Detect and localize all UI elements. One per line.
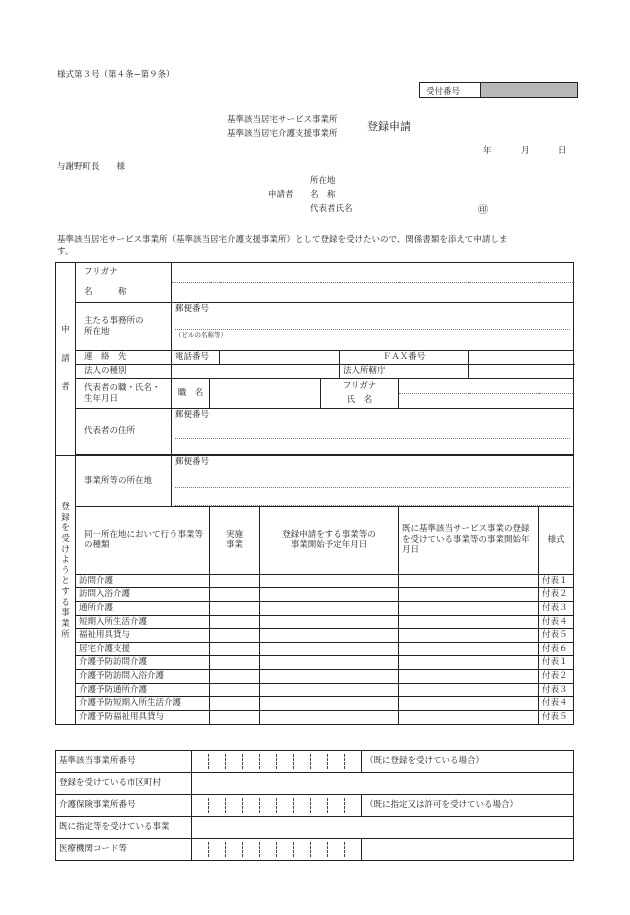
existing-date-cell[interactable]: [399, 656, 539, 670]
implemented-cell[interactable]: [210, 656, 260, 670]
col-start-date: [260, 506, 399, 574]
digit-boxes: [192, 798, 361, 813]
designated-field[interactable]: [192, 817, 574, 839]
furigana-label: フリガナ: [84, 267, 118, 278]
existing-date-cell[interactable]: [399, 697, 539, 711]
start-date-cell[interactable]: [260, 710, 399, 724]
corp-authority-label: 法人所轄庁: [340, 365, 469, 379]
side-char: る: [61, 597, 70, 608]
registered-muni-field[interactable]: [192, 773, 574, 795]
side-char: 受: [61, 533, 70, 544]
side-char: け: [61, 544, 70, 555]
receipt-label-box: [419, 82, 481, 98]
existing-date-cell[interactable]: [399, 574, 539, 588]
std-number-label: 基準該当事業所番号: [56, 751, 192, 773]
start-date-cell[interactable]: [260, 629, 399, 643]
label-line: 事業: [225, 540, 243, 551]
post-label: 職 名: [172, 379, 210, 409]
applicant-name-label: 名 称: [310, 190, 336, 200]
fax-label: ＦＡＸ番号: [340, 351, 469, 365]
postal-code-label: 郵便番号: [175, 457, 210, 467]
corp-type-field[interactable]: [172, 365, 340, 379]
form-ref: 付表４: [539, 697, 574, 711]
office-address-field[interactable]: [172, 303, 574, 351]
address-line: [175, 318, 570, 330]
side-char: 者: [61, 382, 70, 393]
building-name-label: （ビルの名称等）: [175, 330, 227, 339]
implemented-cell[interactable]: [210, 697, 260, 711]
service-name: 居宅介護支援: [76, 642, 210, 656]
col-existing-start: 既に基準該当サービス事業の登録を受けている事業等の事業開始年月日: [399, 506, 539, 574]
designated-label: 既に指定等を受けている事業: [56, 817, 192, 839]
col-service-type: 同一所在地において行う事業等の種類: [76, 506, 210, 574]
rep-furigana-field[interactable]: [399, 379, 574, 394]
tel-field[interactable]: [220, 351, 340, 365]
col-form: 様式: [539, 506, 574, 574]
implemented-cell[interactable]: [210, 629, 260, 643]
existing-date-cell[interactable]: [399, 710, 539, 724]
facility-location-field[interactable]: [172, 456, 574, 507]
facility-section-label: [56, 456, 76, 725]
insurance-number-note: （既に指定又は許可を受けている場合）: [362, 795, 574, 817]
side-char: 事: [61, 608, 70, 619]
label-line: 所在地: [84, 326, 110, 337]
implemented-cell[interactable]: [210, 710, 260, 724]
label-line: 実施: [225, 529, 243, 540]
start-date-cell[interactable]: [260, 574, 399, 588]
side-char: を: [61, 523, 70, 534]
applicant-furigana-field[interactable]: [172, 263, 574, 283]
furigana2-label: フリガナ: [321, 379, 399, 394]
corp-type-label: 法人の種別: [76, 365, 172, 379]
rep-info-label: [76, 379, 172, 409]
registered-muni-label: 登録を受けている市区町村: [56, 773, 192, 795]
address-line: [175, 476, 570, 488]
start-date-cell[interactable]: [260, 642, 399, 656]
side-char: 申: [61, 325, 70, 336]
form-ref: 付表５: [539, 710, 574, 724]
address-line: [175, 427, 570, 439]
start-date-cell[interactable]: [260, 697, 399, 711]
start-date-cell[interactable]: [260, 683, 399, 697]
postal-code-label: 郵便番号: [175, 410, 210, 420]
existing-date-cell[interactable]: [399, 629, 539, 643]
insurance-number-field[interactable]: [192, 795, 362, 817]
label-line: 登録申請をする事業等の: [282, 529, 376, 540]
form-ref: 付表２: [539, 588, 574, 602]
start-date-cell[interactable]: [260, 670, 399, 684]
application-form-table: [55, 262, 574, 725]
representative-name-label: 代表者氏名: [310, 204, 353, 214]
existing-date-cell[interactable]: [399, 615, 539, 629]
label-line: 生年月日: [84, 393, 119, 404]
digit-boxes: [192, 842, 361, 857]
digit-boxes: [192, 754, 361, 769]
applicant-name-field[interactable]: [172, 283, 574, 303]
side-char: 録: [61, 512, 70, 523]
start-date-cell[interactable]: [260, 615, 399, 629]
start-date-cell[interactable]: [260, 601, 399, 615]
rep-name-field[interactable]: [399, 394, 574, 409]
form-ref: 付表２: [539, 670, 574, 684]
addressee: 与謝野町長 様: [57, 162, 126, 172]
service-name: 介護予防訪問介護: [76, 656, 210, 670]
address-line: [175, 494, 570, 506]
intro-text-line1: 基準該当居宅サービス事業所（基準該当居宅介護支援事業所）として登録を受けたいので、関係書類を添えて申請しま: [57, 235, 508, 245]
receipt-label: 受付番号: [426, 87, 461, 97]
side-char: と: [61, 576, 70, 587]
applicant-name-row-label: 名 称: [84, 286, 127, 297]
intro-text-line2: す。: [57, 247, 74, 257]
existing-date-cell[interactable]: [399, 670, 539, 684]
implemented-cell[interactable]: [210, 615, 260, 629]
existing-date-cell[interactable]: [399, 683, 539, 697]
side-char: す: [61, 587, 70, 597]
applicant-section-label: [56, 263, 76, 456]
side-char: 請: [61, 353, 70, 364]
form-ref: 付表６: [539, 642, 574, 656]
side-char: う: [61, 565, 70, 576]
implemented-cell[interactable]: [210, 683, 260, 697]
existing-date-cell[interactable]: [399, 642, 539, 656]
contact-label: 連 絡 先: [76, 351, 172, 365]
service-name: 介護予防福祉用具貸与: [76, 710, 210, 724]
std-number-note: （既に登録を受けている場合）: [362, 751, 574, 773]
existing-date-cell[interactable]: [399, 601, 539, 615]
start-date-cell[interactable]: [260, 656, 399, 670]
side-char: 所: [61, 629, 70, 640]
service-name: 福祉用具貸与: [76, 629, 210, 643]
rep-address-label: 代表者の住所: [76, 409, 172, 455]
side-char: よ: [61, 555, 70, 566]
applicant-label: 申請者: [268, 190, 294, 200]
form-ref: 付表３: [539, 683, 574, 697]
postal-code-label: 郵便番号: [175, 304, 210, 314]
implemented-cell[interactable]: [210, 574, 260, 588]
medical-code-label: 医療機関コード等: [56, 839, 192, 861]
office-type-line2: 基準該当居宅介護支援事業所: [227, 129, 338, 139]
service-name: 介護予防短期入所生活介護: [76, 697, 210, 711]
form-ref: 付表４: [539, 615, 574, 629]
existing-date-cell[interactable]: [399, 588, 539, 602]
form-ref: 付表１: [539, 656, 574, 670]
service-name: 短期入所生活介護: [76, 615, 210, 629]
start-date-cell[interactable]: [260, 588, 399, 602]
service-name: 訪問入浴介護: [76, 588, 210, 602]
label-line: 主たる事務所の: [84, 315, 144, 326]
post-field[interactable]: [210, 379, 321, 409]
office-type-line1: 基準該当居宅サービス事業所: [227, 115, 338, 125]
rep-address-field[interactable]: [172, 409, 574, 455]
facility-location-label: 事業所等の所在地: [76, 456, 172, 507]
seal-mark: ㊞: [478, 205, 488, 216]
date-month-label: 月: [521, 146, 530, 156]
medical-code-field[interactable]: [192, 839, 362, 861]
tel-label: 電話番号: [172, 351, 220, 365]
fax-field[interactable]: [469, 351, 574, 365]
date-day-label: 日: [558, 146, 567, 156]
document-title: 登録申請: [367, 120, 411, 133]
service-name: 通所介護: [76, 601, 210, 615]
rep-name-label: 氏 名: [321, 394, 399, 409]
implemented-cell[interactable]: [210, 588, 260, 602]
col-implemented: [210, 506, 260, 574]
side-char: 登: [61, 502, 70, 512]
service-name: 介護予防訪問入浴介護: [76, 670, 210, 684]
form-ref: 付表５: [539, 629, 574, 643]
form-number: 様式第３号（第４条−第９条）: [57, 70, 175, 80]
service-name: 訪問介護: [76, 574, 210, 588]
office-address-label: [76, 303, 172, 351]
receipt-number-field[interactable]: [480, 82, 578, 98]
form-ref: 付表１: [539, 574, 574, 588]
label-line: 事業開始予定年月日: [290, 540, 368, 551]
implemented-cell[interactable]: [210, 670, 260, 684]
corp-authority-field[interactable]: [469, 365, 574, 379]
implemented-cell[interactable]: [210, 642, 260, 656]
medical-code-extra[interactable]: [362, 839, 574, 861]
footer-table: [55, 750, 574, 861]
side-char: 業: [61, 618, 70, 629]
date-year-label: 年: [483, 146, 492, 156]
applicant-address-label: 所在地: [310, 176, 336, 186]
insurance-number-label: 介護保険事業所番号: [56, 795, 192, 817]
label-line: 代表者の職・氏名・: [84, 382, 161, 393]
form-ref: 付表３: [539, 601, 574, 615]
implemented-cell[interactable]: [210, 601, 260, 615]
std-number-field[interactable]: [192, 751, 362, 773]
service-name: 介護予防通所介護: [76, 683, 210, 697]
